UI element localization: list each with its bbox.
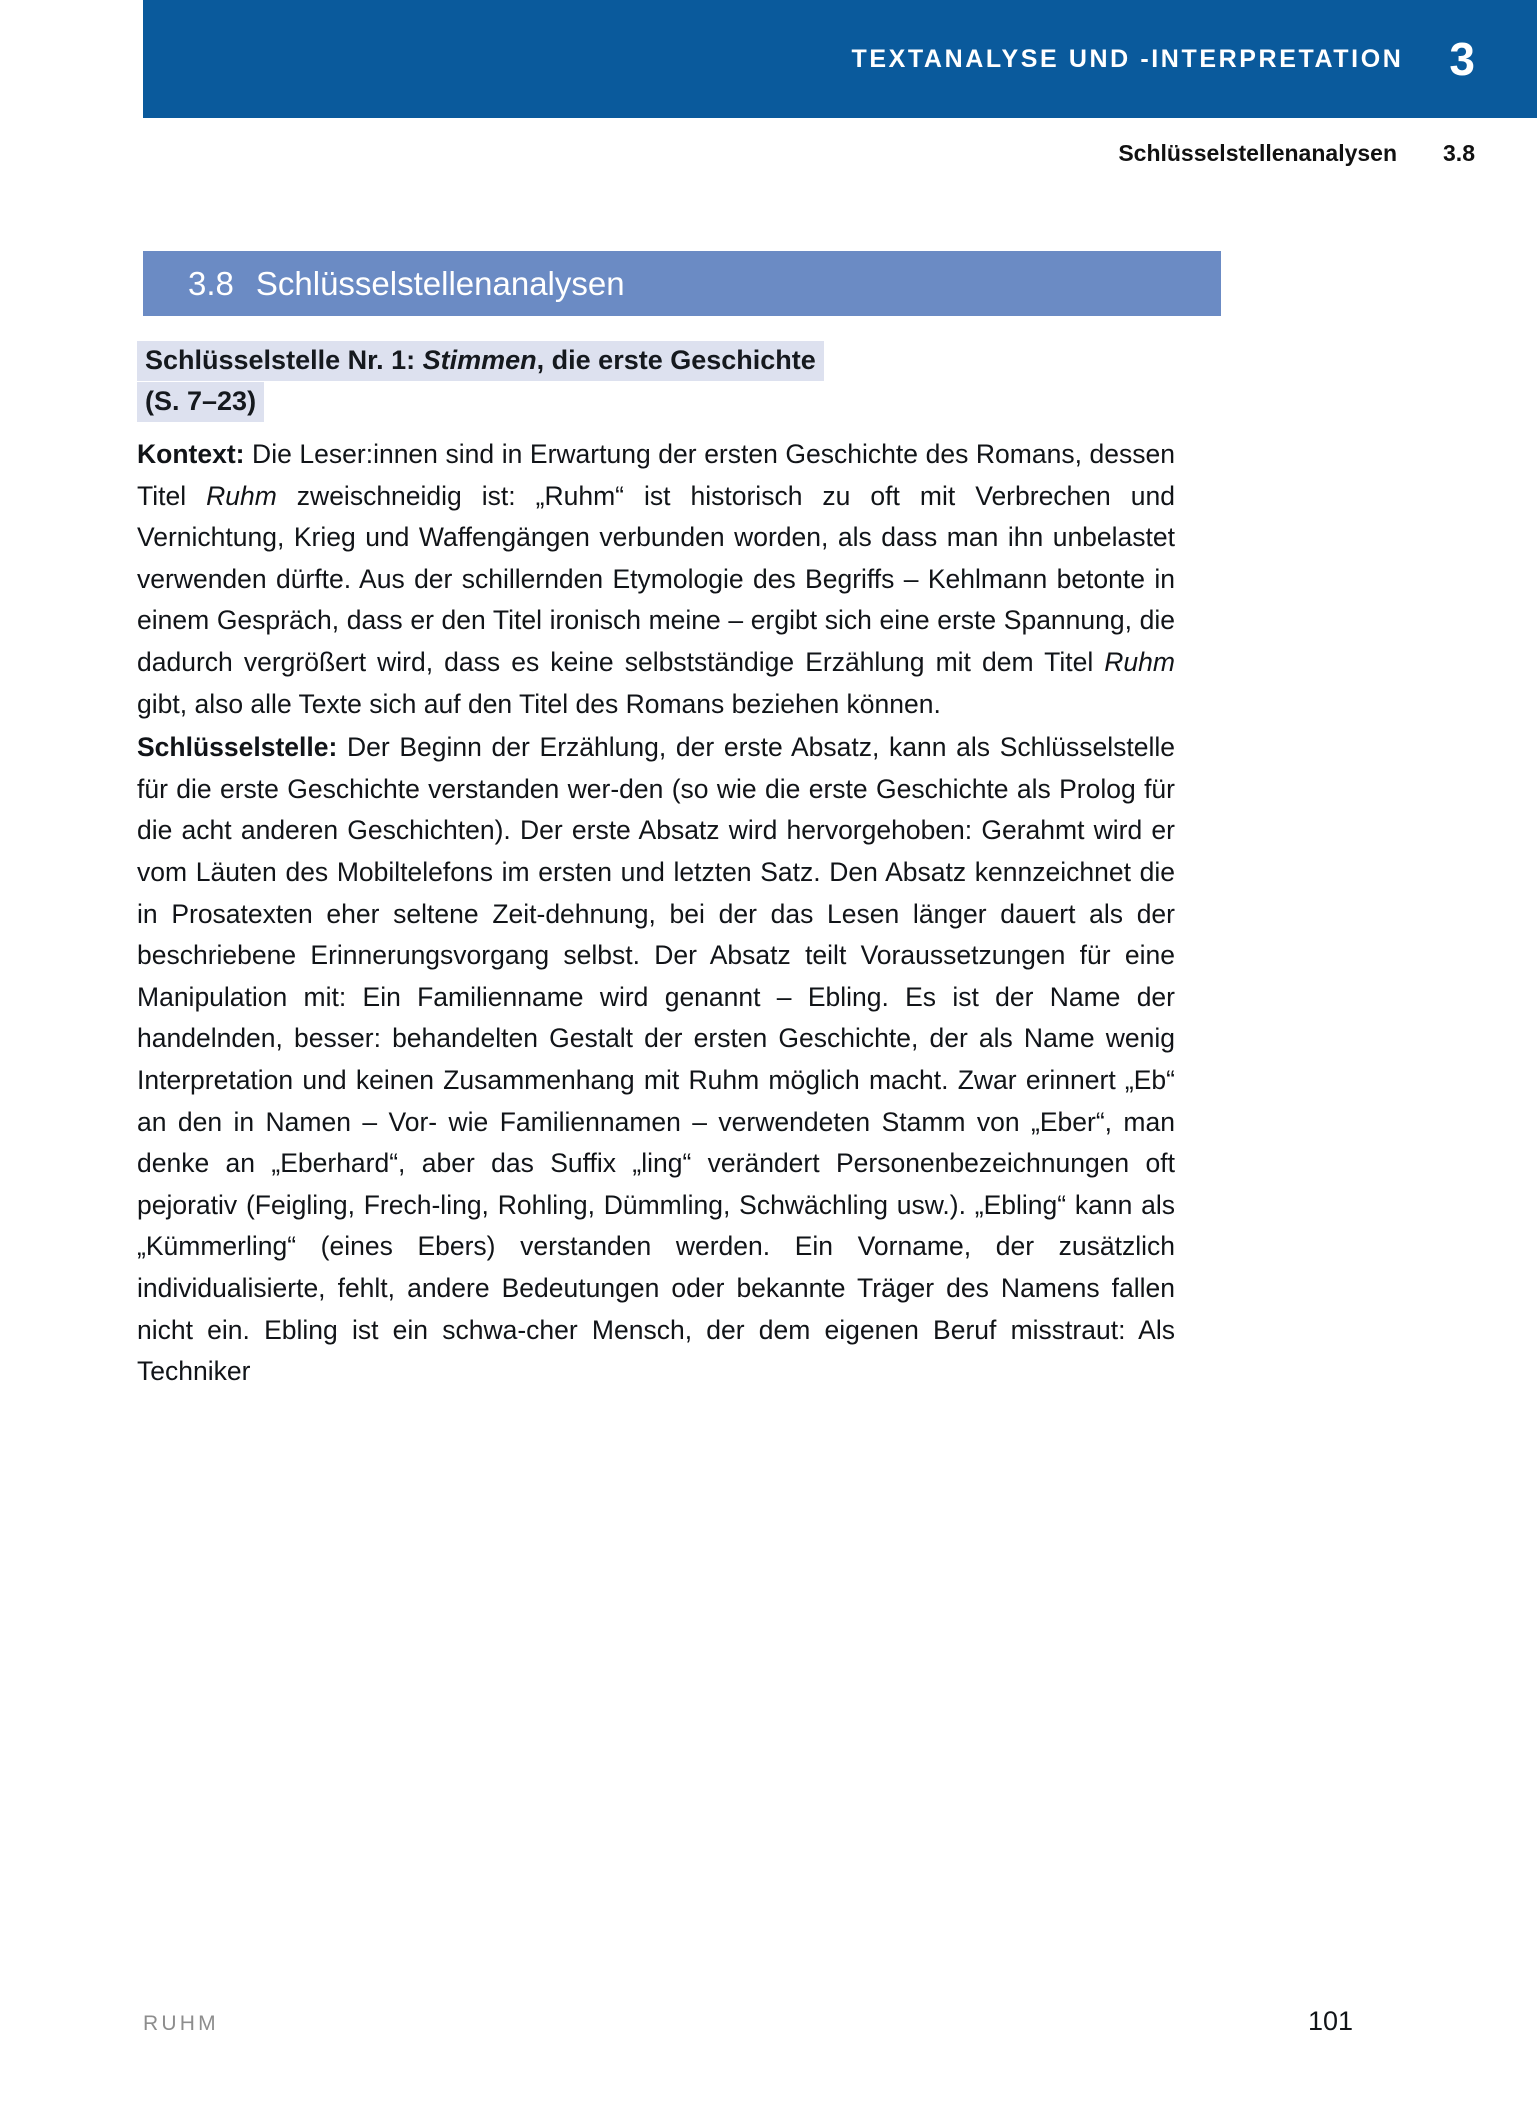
paragraph-schluesselstelle-lead: Schlüsselstelle: — [137, 732, 338, 763]
key-passage-heading — [137, 340, 1175, 422]
section-title: Schlüsselstellenanalysen — [255, 264, 625, 302]
running-subheader-number: 3.8 — [1443, 140, 1475, 166]
chapter-number: 3 — [1449, 33, 1475, 85]
key-passage-work-title: Stimmen — [422, 345, 537, 375]
key-passage-prefix: Schlüsselstelle Nr. 1: — [145, 345, 423, 375]
paragraph-kontext-part-3: Ruhm — [1104, 647, 1175, 678]
paragraph-schluesselstelle — [137, 727, 1175, 1393]
section-title-band — [143, 251, 1221, 316]
paragraph-kontext-part-1: Ruhm — [206, 480, 277, 511]
key-passage-suffix: , die erste Geschichte — [536, 345, 816, 375]
section-number: 3.8 — [188, 264, 234, 302]
running-header-title: TEXTANALYSE UND -INTERPRETATION — [851, 44, 1404, 73]
running-header-bar — [143, 0, 1537, 118]
running-subheader — [1118, 140, 1475, 167]
paragraph-kontext-part-2: zweischneidig ist: „Ruhm“ ist historisch zu oft mit Verbrechen und Vernichtung, Krieg und Waffengängen verbunden worden, als dass man ihn unbelastet verwenden dürfte. Aus der schillernden Etymologie des Begriffs – Kehlmann betonte in einem Gespräch, dass er den Titel ironisch meine – ergibt sich eine erste Spannung, die dadurch vergrößert wird, dass es keine selbstständige Erzählung mit dem Titel — [137, 480, 1175, 678]
paragraph-kontext-part-0: Die Leser:innen sind in Erwartung der ersten Geschichte des Romans, dessen Titel — [137, 439, 1175, 511]
key-passage-pages: (S. 7–23) — [137, 382, 264, 422]
paragraph-kontext-lead: Kontext: — [137, 439, 245, 470]
paragraph-schluesselstelle-part-0: Der Beginn der Erzählung, der erste Absatz, kann als Schlüsselstelle für die erste Geschichte verstanden wer-den (so wie die erste Geschichte als Prolog für die acht anderen Geschichten). Der erste Absatz wird hervorgehoben: Gerahmt wird er vom Läuten des Mobiltelefons im ersten und letzten Satz. Den Absatz kennzeichnet die in Prosatexten eher seltene Zeit-dehnung, bei der das Lesen länger dauert als der beschriebene Erinnerungsvorgang selbst. Der Absatz teilt Voraussetzungen für eine Manipulation mit: Ein Familienname wird genannt – Ebling. Es ist der Name der handelnden, besser: behandelten Gestalt der ersten Geschichte, der als Name wenig Interpretation und keinen Zusammenhang mit Ruhm möglich macht. Zwar erinnert „Eb“ an den in Namen – Vor- wie Familiennamen – verwendeten Stamm von „Eber“, man denke an „Eberhard“, aber das Suffix „ling“ verändert Personenbezeichnungen oft pejorativ (Feigling, Frech-ling, Rohling, Dümmling, Schwächling usw.). „Ebling“ kann als „Kümmerling“ (eines Ebers) verstanden werden. Ein Vorname, der zusätzlich individualisierte, fehlt, andere Bedeutungen oder bekannte Träger des Namens fallen nicht ein. Ebling ist ein schwa-cher Mensch, der dem eigenen Beruf misstraut: Als Techniker — [137, 732, 1175, 1387]
key-passage-heading-line1 — [137, 341, 824, 381]
paragraph-kontext-part-4: gibt, also alle Texte sich auf den Titel des Romans beziehen können. — [137, 688, 941, 719]
page-footer — [143, 2006, 1475, 2037]
footer-page-number: 101 — [1307, 2006, 1353, 2036]
footer-book-title: RUHM — [143, 2012, 219, 2035]
page-body — [137, 340, 1175, 1393]
running-subheader-label: Schlüsselstellenanalysen — [1118, 140, 1398, 166]
paragraph-kontext — [137, 434, 1175, 725]
